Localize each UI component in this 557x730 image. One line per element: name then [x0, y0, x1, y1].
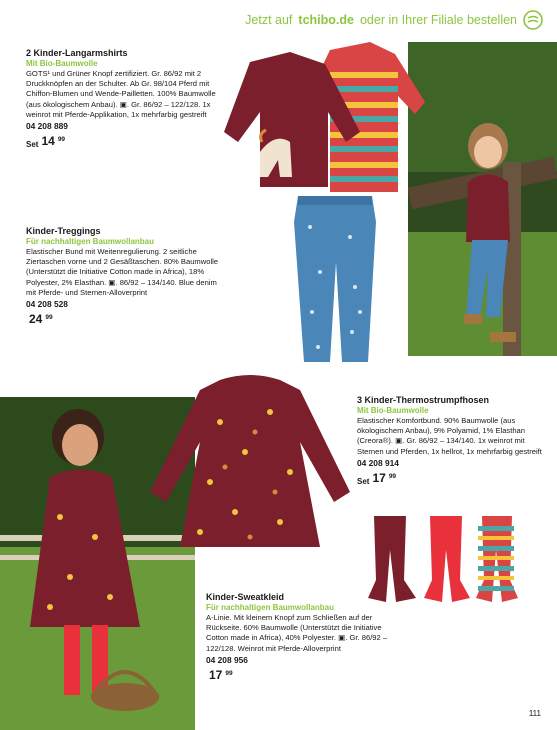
price-label: Set	[26, 140, 39, 150]
article-number: 04 208 528	[26, 299, 68, 310]
product-subtitle: Für nachhaltigen Baumwollanbau	[26, 237, 155, 246]
article-number: 04 208 914	[357, 457, 399, 468]
price	[26, 134, 222, 152]
photo-girl-on-fence	[408, 42, 557, 356]
product-title: Kinder-Treggings	[26, 226, 101, 236]
page-number: 111	[528, 709, 541, 718]
price-integer: 24	[29, 312, 43, 327]
header-prefix: Jetzt auf	[245, 13, 293, 27]
price-integer: 17	[209, 667, 223, 682]
product-title: Kinder-Sweatkleid	[206, 592, 285, 602]
price-integer: 14	[41, 134, 55, 149]
product-subtitle: Mit Bio-Baumwolle	[357, 406, 429, 415]
price-decimal: 99	[388, 472, 397, 480]
product-thermal-tights	[357, 395, 549, 489]
product-image-sweat-dress	[150, 372, 350, 552]
price-label: Set	[357, 476, 370, 486]
header-site-link[interactable]: tchibo.de	[298, 13, 354, 27]
header-suffix: oder in Ihrer Filiale bestellen	[359, 13, 517, 27]
price	[26, 312, 222, 326]
product-image-longsleeve-shirts	[220, 42, 430, 192]
product-description: Elastischer Bund mit Weitenregulierung. 2 seitliche Ziertaschen vorne und 2 Gesäßtaschen. 80% Baumwolle (Unterstützt die Initiative Cotton made in Africa), 18% Polyester, 2% Elasthan. ▣. 86/92 – 134/140. Blue denim mit Pferde- und Sternen-Alloverprint	[26, 247, 219, 297]
price	[206, 668, 396, 682]
product-longsleeve-shirts	[26, 48, 222, 152]
price-integer: 17	[372, 470, 386, 485]
product-description: Elastischer Komfortbund. 90% Baumwolle (aus ökologischem Anbau), 9% Polyamid, 1% Elasthan (Creora®). ▣. Gr. 86/92 – 134/140. 1x weinrot mit Sternen und Pferden, 1x hellrot, 1x mehrfarbig gestreift	[357, 416, 542, 456]
product-treggings	[26, 226, 222, 326]
product-image-treggings	[290, 192, 380, 367]
price-decimal: 99	[45, 314, 53, 322]
price-decimal: 99	[225, 669, 233, 677]
price	[357, 471, 549, 489]
product-subtitle: Mit Bio-Baumwolle	[26, 59, 98, 68]
page-header	[245, 10, 543, 30]
tchibo-bean-icon	[523, 10, 543, 30]
article-number: 04 208 889	[26, 121, 68, 132]
price-decimal: 99	[57, 136, 66, 144]
product-sweat-dress	[206, 592, 396, 682]
product-title: 2 Kinder-Langarmshirts	[26, 48, 128, 58]
product-subtitle: Für nachhaltigen Baumwollanbau	[206, 603, 335, 612]
article-number: 04 208 956	[206, 654, 248, 665]
product-description: A-Linie. Mit kleinem Knopf zum Schließen auf der Rückseite. 60% Baumwolle (Unterstützt die Initiative Cotton made in Africa), 40% Polyester. ▣. Gr. 86/92 – 122/128. Weinrot mit Pferde-Alloverprint	[206, 613, 388, 653]
product-description: GOTS¹ und Grüner Knopf zertifiziert. Gr. 86/92 mit 2 Druckknöpfen an der Schulter. Ab Gr. 98/104 Pferd mit Chiffon-Blumen und Wende-Pailletten. 100% Baumwolle (aus ökologischem Anbau). ▣. Gr. 86/92 – 122/128. 1x weinrot mit Pferde-Applikation, 1x mehrfarbig gestreift	[26, 69, 216, 119]
product-title: 3 Kinder-Thermostrumpfhosen	[357, 395, 490, 405]
